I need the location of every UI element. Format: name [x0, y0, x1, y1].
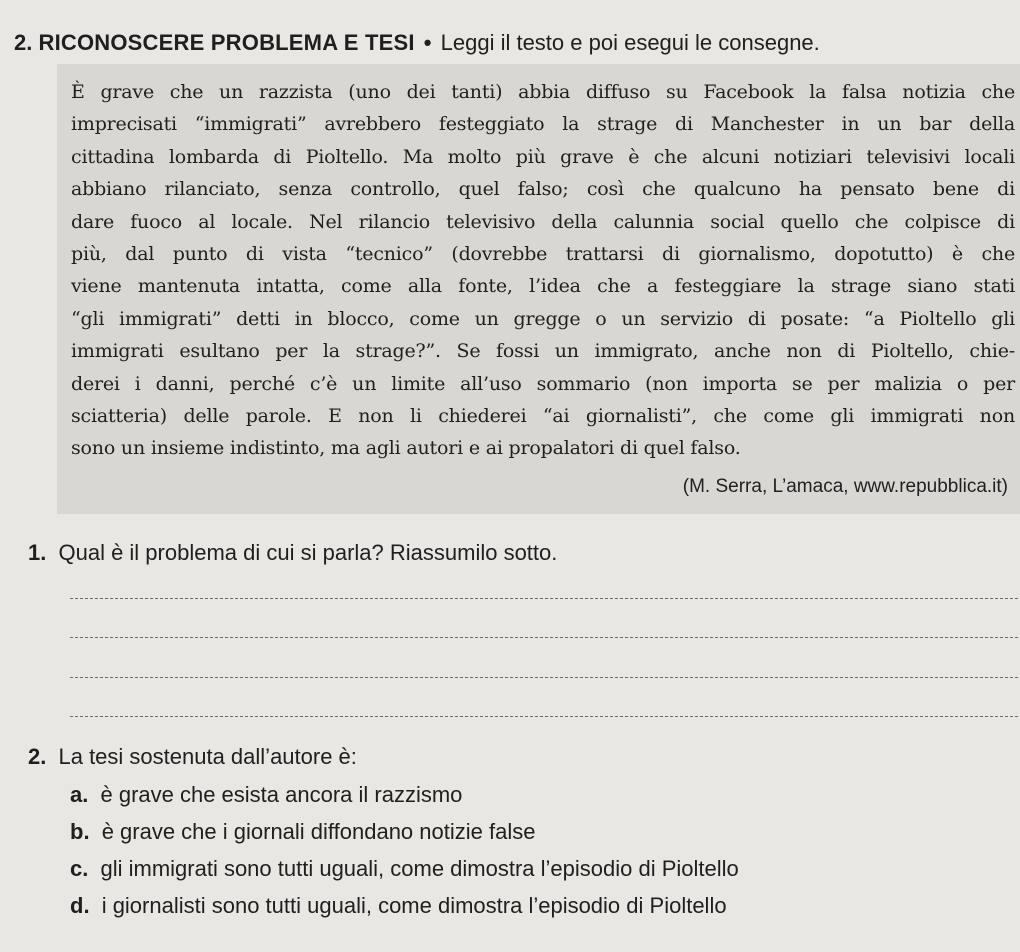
option-letter: b.	[70, 819, 90, 844]
passage-line: sono un insieme indistinto, ma agli autori e ai propalatori di quel falso.	[71, 437, 741, 460]
question-1-number: 1.	[28, 540, 47, 565]
option-b[interactable]	[70, 819, 535, 845]
exercise-tag: RICONOSCERE PROBLEMA E TESI	[38, 30, 415, 55]
passage-line: È grave che un razzista (uno dei tanti) abbia diffuso su Facebook la falsa notizia che	[71, 81, 1015, 103]
bullet-separator: •	[423, 30, 432, 55]
option-text: i giornalisti sono tutti uguali, come dimostra l’episodio di Pioltello	[101, 893, 727, 918]
passage-line: più, dal punto di vista “tecnico” (dovrebbe trattarsi di giornalismo, dopotutto) è che	[71, 243, 1015, 266]
question-2-text: La tesi sostenuta dall’autore è:	[58, 744, 357, 769]
passage-line: viene mantenuta intatta, come alla fonte, l’idea che a festeggiare la strage siano stati	[71, 275, 1015, 298]
question-2	[28, 744, 357, 770]
question-1	[28, 540, 557, 566]
passage-line: imprecisati “immigrati” avrebbero festeggiato la strage di Manchester in un bar della	[71, 113, 1015, 136]
question-2-number: 2.	[28, 744, 47, 769]
passage-line: cittadina lombarda di Pioltello. Ma molto più grave è che alcuni notiziari televisivi locali	[71, 145, 1015, 168]
answer-line-3[interactable]	[70, 677, 1018, 678]
option-text: è grave che i giornali diffondano notizie false	[101, 819, 536, 844]
exercise-number: 2.	[14, 30, 33, 55]
passage-line: dare fuoco al locale. Nel rilancio televisivo della calunnia social quello che colpisce di	[71, 210, 1015, 233]
option-letter: a.	[70, 782, 89, 807]
answer-line-2[interactable]	[70, 637, 1018, 638]
option-text: è grave che esista ancora il razzismo	[100, 782, 463, 807]
passage-line: “gli immigrati” detti in blocco, come un gregge o un servizio di posate: “a Pioltello gli	[71, 307, 1015, 330]
passage-source: (M. Serra, L’amaca, www.repubblica.it)	[682, 476, 1008, 497]
option-a[interactable]	[70, 782, 462, 808]
exercise-heading	[14, 30, 820, 56]
passage-text	[71, 76, 1015, 465]
option-d[interactable]	[70, 893, 727, 919]
answer-line-4[interactable]	[70, 716, 1018, 717]
option-letter: c.	[70, 856, 89, 881]
option-c[interactable]	[70, 856, 739, 882]
answer-line-1[interactable]	[70, 598, 1018, 599]
question-1-text: Qual è il problema di cui si parla? Riassumilo sotto.	[58, 540, 558, 565]
passage-line: sciatteria) delle parole. E non li chiederei “ai giornalisti”, che come gli immigrati non	[71, 405, 1015, 428]
option-text: gli immigrati sono tutti uguali, come dimostra l’episodio di Pioltello	[100, 856, 739, 881]
exercise-instruction: Leggi il testo e poi esegui le consegne.	[440, 30, 820, 55]
passage-line: immigrati esultano per la strage?”. Se fossi un immigrato, anche non di Pioltello, chie-	[71, 340, 1015, 363]
passage-line: derei i danni, perché c’è un limite all’uso sommario (non importa se per malizia o per	[71, 372, 1015, 395]
passage-line: abbiano rilanciato, senza controllo, quel falso; così che qualcuno ha pensato bene di	[71, 178, 1015, 201]
option-letter: d.	[70, 893, 90, 918]
